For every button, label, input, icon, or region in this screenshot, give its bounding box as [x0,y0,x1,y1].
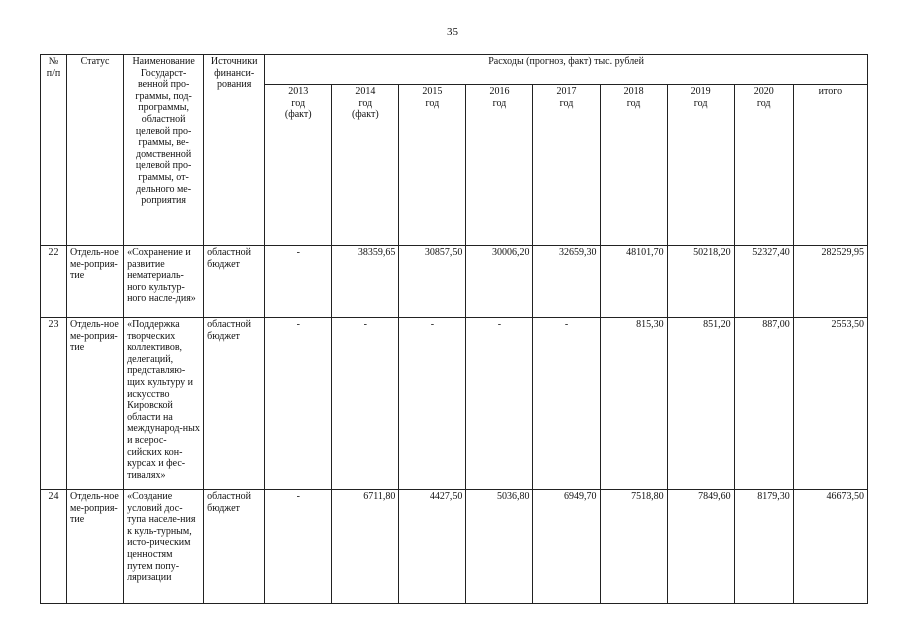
row-value: - [332,318,399,490]
row-num: 23 [41,318,67,490]
row-value: 38359,65 [332,246,399,318]
table-row [41,246,868,318]
row-value: - [265,490,332,604]
row-value: 32659,30 [533,246,600,318]
row-total: 282529,95 [793,246,867,318]
row-status: Отдель-ное ме-роприя-тие [67,490,124,604]
row-value: 52327,40 [734,246,793,318]
year-header: 2015 год [399,85,466,246]
row-value: - [265,246,332,318]
header-source: Источники финанси-рования [204,55,265,246]
row-value: 6949,70 [533,490,600,604]
year-header: 2018 год [600,85,667,246]
year-header: 2017 год [533,85,600,246]
row-value: 6711,80 [332,490,399,604]
row-value: 48101,70 [600,246,667,318]
year-header: 2019 год [667,85,734,246]
row-status: Отдель-ное ме-роприя-тие [67,318,124,490]
header-expenses: Расходы (прогноз, факт) тыс. рублей [265,55,868,85]
row-name: «Сохранение и развитие нематериаль-ного культур-ного насле-дия» [124,246,204,318]
row-value: 30857,50 [399,246,466,318]
row-status: Отдель-ное ме-роприя-тие [67,246,124,318]
page-number: 35 [447,26,458,38]
row-name: «Поддержка творческих коллективов, делегаций, представляю-щих культуру и искусство Кировской области на международ-ных и всерос-сийских кон-курсах и фес-тивалях» [124,318,204,490]
header-name: Наименование Государст-венной про-граммы, под-программы, областной целевой про-граммы, ве-домственной целевой про-граммы, от-дельного ме-роприятия [124,55,204,246]
row-value: 887,00 [734,318,793,490]
table-row [41,318,868,490]
row-value: 50218,20 [667,246,734,318]
header-row-top [41,55,868,85]
row-source: областной бюджет [204,246,265,318]
row-value: 8179,30 [734,490,793,604]
table-row [41,490,868,604]
row-num: 22 [41,246,67,318]
row-total: 46673,50 [793,490,867,604]
row-source: областной бюджет [204,318,265,490]
header-status: Статус [67,55,124,246]
row-value: 815,30 [600,318,667,490]
budget-table [40,54,868,604]
row-total: 2553,50 [793,318,867,490]
row-value: 851,20 [667,318,734,490]
row-name: «Создание условий дос-тупа населе-ния к куль-турным, исто-рическим ценностям путем попу-ляризации [124,490,204,604]
row-value: 5036,80 [466,490,533,604]
row-value: - [466,318,533,490]
row-value: 7518,80 [600,490,667,604]
row-value: - [265,318,332,490]
row-value: - [533,318,600,490]
year-header: 2013 год (факт) [265,85,332,246]
row-value: 4427,50 [399,490,466,604]
row-value: - [399,318,466,490]
year-header: 2016 год [466,85,533,246]
row-num: 24 [41,490,67,604]
total-header: итого [793,85,867,246]
year-header: 2014 год (факт) [332,85,399,246]
year-header: 2020 год [734,85,793,246]
row-value: 30006,20 [466,246,533,318]
row-source: областной бюджет [204,490,265,604]
header-num: № п/п [41,55,67,246]
row-value: 7849,60 [667,490,734,604]
